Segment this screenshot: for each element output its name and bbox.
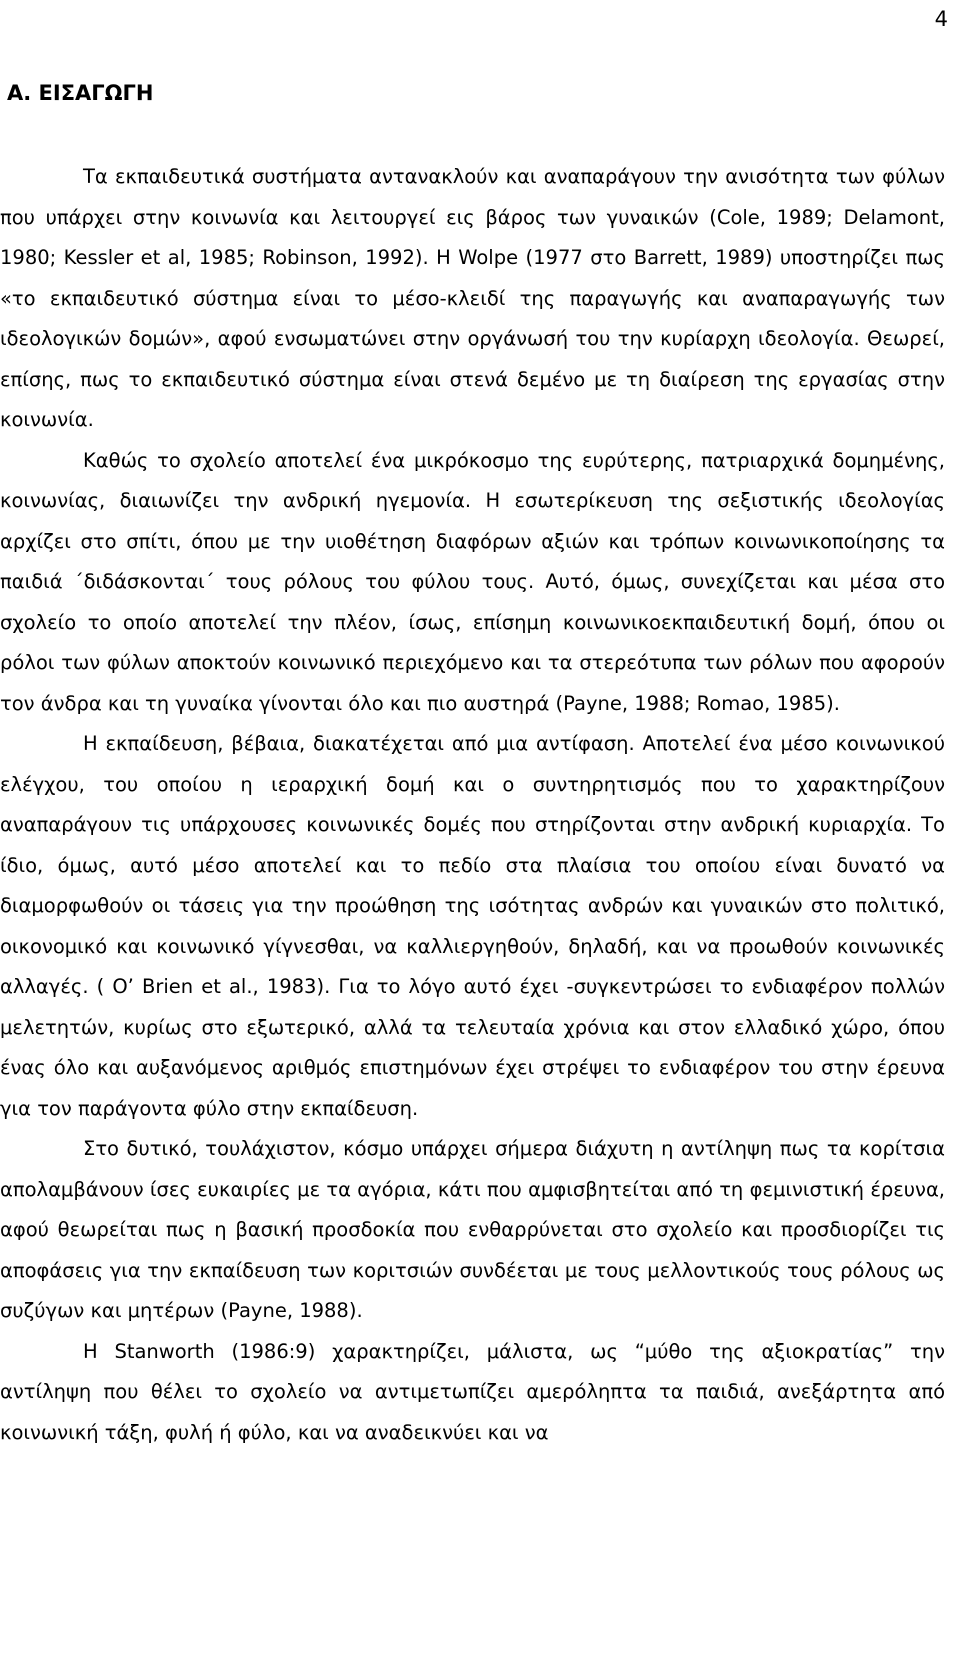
section-heading: Α. ΕΙΣΑΓΩΓΗ <box>7 81 154 105</box>
paragraph: Η εκπαίδευση, βέβαια, διακατέχεται από μια αντίφαση. Αποτελεί ένα μέσο κοινωνικού ελέγχου, του οποίου η ιεραρχική δομή και ο συντηρητισμός που το χαρακτηρίζουν αναπαράγουν τις υπάρχουσες κοινωνικές δομές που στηρίζονται στην ανδρική κυριαρχία. Το ίδιο, όμως, αυτό μέσο αποτελεί και το πεδίο στα πλαίσια του οποίου είναι δυνατό να διαμορφωθούν οι τάσεις για την προώθηση της ισότητας ανδρών και γυναικών στο πολιτικό, οικονομικό και κοινωνικό γίγνεσθαι, να καλλιεργηθούν, δηλαδή, και να προωθούν κοινωνικές αλλαγές. ( O’ Brien et al., 1983). Για το λόγο αυτό έχει -συγκεντρώσει το ενδιαφέρον πολλών μελετητών, κυρίως στο εξωτερικό, αλλά τα τελευταία χρόνια και στον ελλαδικό χώρο, όπου ένας όλο και αυξανόμενος αριθμός επιστημόνων έχει στρέψει το ενδιαφέρον του στην έρευνα για τον παράγοντα φύλο στην εκπαίδευση. <box>0 732 945 1120</box>
page-number: 4 <box>934 7 948 31</box>
paragraph: Καθώς το σχολείο αποτελεί ένα μικρόκοσμο της ευρύτερης, πατριαρχικά δομημένης, κοινωνίας, διαιωνίζει την ανδρική ηγεμονία. Η εσωτερίκευση της σεξιστικής ιδεολογίας αρχίζει στο σπίτι, όπου με την υιοθέτηση διαφόρων αξιών και τρόπων κοινωνικοποίησης τα παιδιά ΄διδάσκονται΄ τους ρόλους του φύλου τους. Αυτό, όμως, συνεχίζεται και μέσα στο σχολείο το οποίο αποτελεί την πλέον, ίσως, επίσημη κοινωνικοεκπαιδευτική δομή, όπου οι ρόλοι των φύλων αποκτούν κοινωνικό περιεχόμενο και τα στερεότυπα των ρόλων που αφορούν τον άνδρα και τη γυναίκα γίνονται όλο και πιο αυστηρά (Payne, 1988; Romao, 1985). <box>0 448 945 715</box>
paragraph: Στο δυτικό, τουλάχιστον, κόσμο υπάρχει σήμερα διάχυτη η αντίληψη πως τα κορίτσια απολαμβάνουν ίσες ευκαιρίες με τα αγόρια, κάτι που αμφισβητείται από τη φεμινιστική έρευνα, αφού θεωρείται πως η βασική προσδοκία που ενθαρρύνεται στο σχολείο και προσδιορίζει τις αποφάσεις για την εκπαίδευση των κοριτσιών συνδέεται με τους μελλοντικούς τους ρόλους ως συζύγων και μητέρων (Payne, 1988). <box>0 1137 945 1322</box>
body-text <box>0 157 945 1453</box>
paragraph: Τα εκπαιδευτικά συστήματα αντανακλούν και αναπαράγουν την ανισότητα των φύλων που υπάρχει στην κοινωνία και λειτουργεί εις βάρος των γυναικών (Cole, 1989; Delamont, 1980; Kessler et al, 1985; Robinson, 1992). Η Wolpe (1977 στο Barrett, 1989) υποστηρίζει πως «το εκπαιδευτικό σύστημα είναι το μέσο-κλειδί της παραγωγής και αναπαραγωγής των ιδεολογικών δομών», αφού ενσωματώνει στην οργάνωσή του την κυρίαρχη ιδεολογία. Θεωρεί, επίσης, πως το εκπαιδευτικό σύστημα είναι στενά δεμένο με τη διαίρεση της εργασίας στην κοινωνία. <box>0 165 945 431</box>
paragraph: Η Stanworth (1986:9) χαρακτηρίζει, μάλιστα, ως “μύθο της αξιοκρατίας” την αντίληψη που θέλει το σχολείο να αντιμετωπίζει αμερόληπτα τα παιδιά, ανεξάρτητα από κοινωνική τάξη, φυλή ή φύλο, και να αναδεικνύει και να <box>0 1339 945 1444</box>
